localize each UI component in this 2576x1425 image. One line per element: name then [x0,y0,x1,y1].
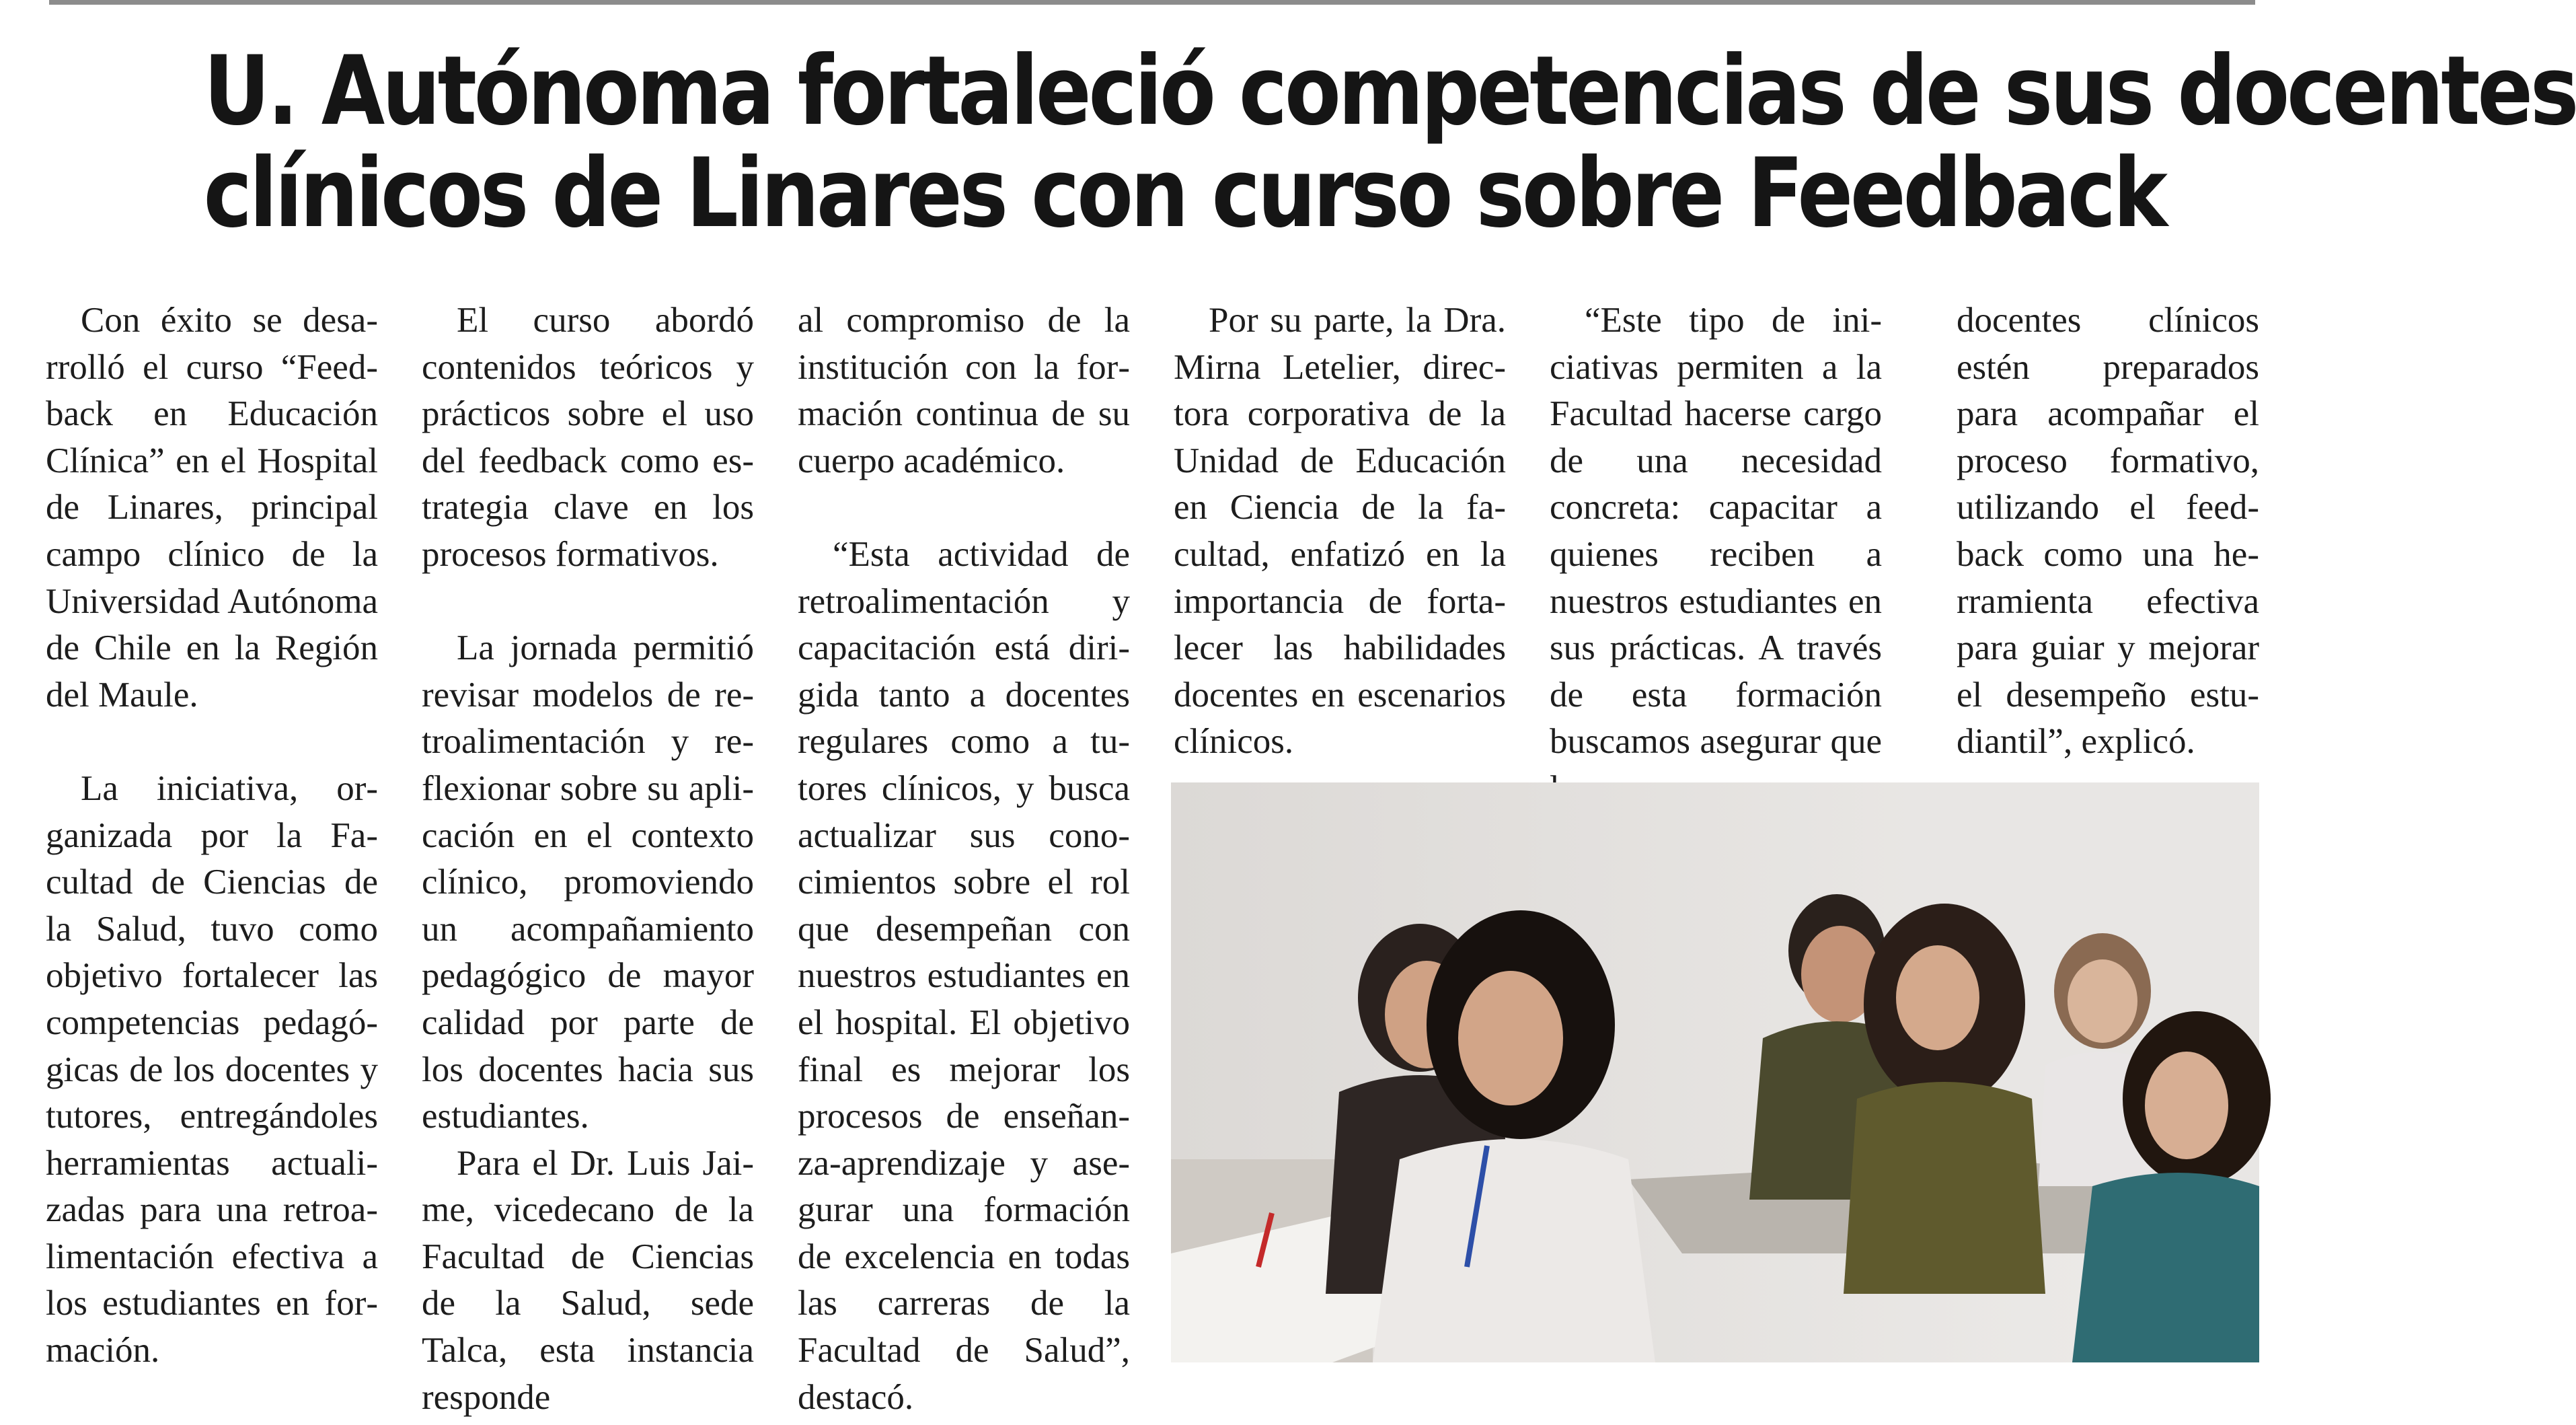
column-3 [798,297,1130,1417]
column-1 [46,297,378,1401]
headline-line-2: clínicos de Linares con curso sobre Feedback [203,138,2165,249]
column-5 [1550,297,1882,768]
column-2 [422,297,754,1417]
article-photo [1171,782,2259,1362]
paragraph: Para el Dr. Luis Jaime, vicedecano de la Facultad de Ciencias de la Salud, sede Talca, esta instancia responde [422,1143,754,1417]
paragraph: “Este tipo de iniciativas permiten a la Facultad hacerse cargo de una necesidad concreta: capacitar a quienes reciben a nuestros estudiantes en sus prácticas. A través de esta formación buscamos asegurar que [1550,301,1882,762]
paragraph: Con éxito se desarrolló el curso “Feedback en Educación Clínica” en el Hospital de Linares, principal campo clínico de la Universidad Autónoma de Chile en la Región del Maule. [46,301,378,715]
paragraph: El curso abordó contenidos teóricos y prácticos sobre el uso del feedback como estrategia clave en los procesos formativos. [422,301,754,574]
column-4 [1174,297,1506,768]
column-6 [1957,297,2259,768]
paragraph: al compromiso de la institución con la formación continua de su cuerpo académico. [798,301,1130,480]
photo-illustration [1171,782,2259,1362]
paragraph: “Esta actividad de retroalimentación y capacitación está dirigida tanto a docentes regulares como a tutores clínicos, y busca actualizar sus conocimientos sobre el rol que desempeñan con nuestros estudiantes en el hospital. El objetivo final es mejorar los procesos de enseñanza-aprendizaje y asegurar una formación de excelencia en todas las carreras de la Facultad de Salud”, destacó. [798,534,1130,1417]
top-rule [49,0,2255,5]
paragraph: La jornada permitió revisar modelos de retroalimentación y reflexionar sobre su aplicación en el contexto clínico, promoviendo un acompañamiento pedagógico de mayor calidad por parte de los docentes hacia sus estudiantes. [422,628,754,1136]
article-headline [203,36,2576,249]
paragraph: La iniciativa, organizada por la Facultad de Ciencias de la Salud, tuvo como objetivo fortalecer las competencias pedagógicas de los docentes y tutores, entregándoles herramientas actualizadas para una retroalimentación efectiva a los estudiantes en formación. [46,768,378,1371]
paragraph: Por su parte, la Dra. Mirna Letelier, directora corporativa de la Unidad de Educación en Ciencia de la facultad, enfatizó en la importancia de fortalecer las habilidades docentes en escenarios clínicos. [1174,301,1506,762]
paragraph: docentes clínicos estén preparados para acompañar el proceso formativo, utilizando el feedback como una herramienta efectiva para guiar y mejorar el desempeño estudiantil”, explicó. [1957,301,2259,762]
headline-line-1: U. Autónoma fortaleció competencias de sus docentes [203,36,2576,147]
